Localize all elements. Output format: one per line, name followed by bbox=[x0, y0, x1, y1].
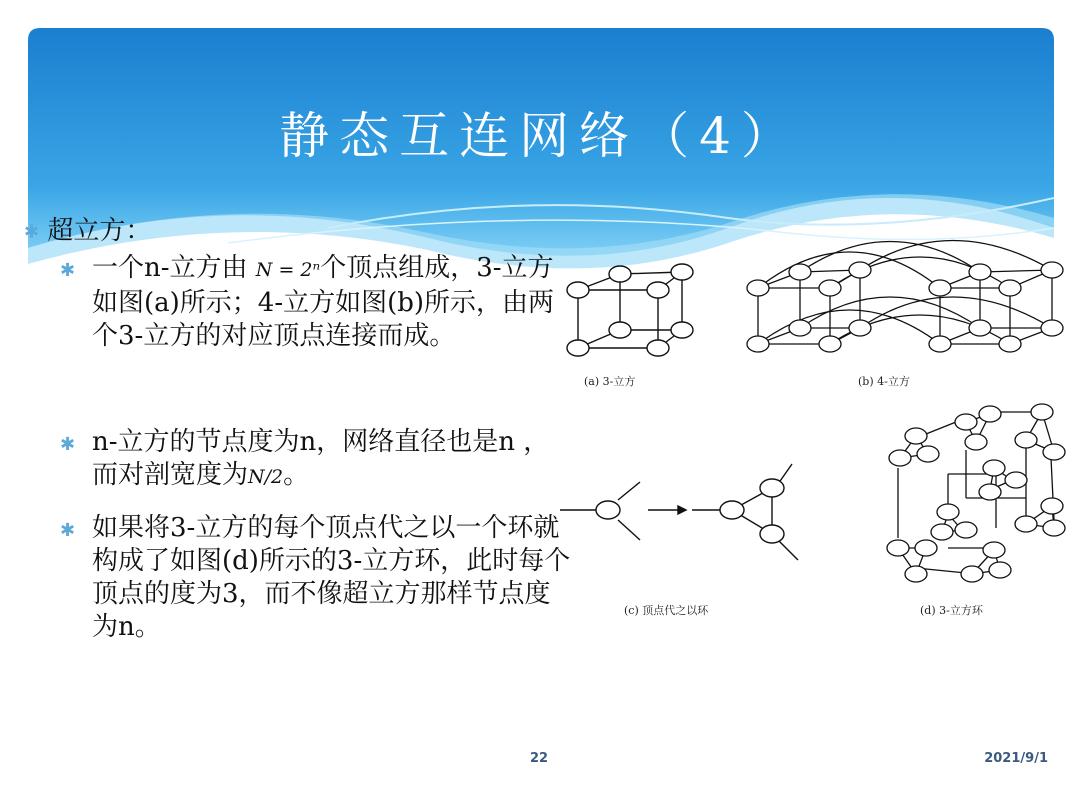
bullet-asterisk-icon: ✱ bbox=[60, 434, 76, 455]
main-bullet-text: 超立方： bbox=[47, 216, 152, 246]
page-number: 22 bbox=[530, 751, 549, 766]
figure-3-cube bbox=[556, 258, 706, 368]
slide-title: 静态互连网络（4） bbox=[279, 107, 801, 165]
bullet-asterisk-icon: ✱ bbox=[24, 221, 40, 243]
item-text-before: 一个n-立方由 bbox=[92, 253, 256, 283]
caption-b: (b) 4-立方 bbox=[858, 375, 910, 388]
figure-3-cube-ring bbox=[866, 398, 1076, 598]
caption-d: (d) 3-立方环 bbox=[920, 604, 983, 617]
figure-4-cube bbox=[740, 236, 1070, 366]
item-text-after: 。 bbox=[283, 460, 310, 490]
caption-a: (a) 3-立方 bbox=[584, 375, 636, 388]
caption-c: (c) 顶点代之以环 bbox=[624, 604, 709, 617]
bullet-asterisk-icon: ✱ bbox=[60, 260, 76, 281]
math-formula: N/2 bbox=[248, 466, 284, 488]
main-bullet bbox=[24, 210, 151, 247]
math-formula: N = 2ⁿ bbox=[255, 259, 321, 281]
item-text-after: 个顶点组成，3-立方如图(a)所示；4-立方如图(b)所示，由两个3-立方的对应顶点连接而成。 bbox=[92, 253, 555, 351]
bullet-asterisk-icon: ✱ bbox=[60, 520, 76, 541]
figure-vertex-ring bbox=[560, 460, 810, 580]
item-text-before: 如果将3-立方的每个顶点代之以一个环就构成了如图(d)所示的3-立方环，此时每个顶点的度为3，而不像超立方那样节点度为n。 bbox=[92, 513, 571, 642]
slide-date: 2021/9/1 bbox=[984, 751, 1048, 766]
item-text-before: n-立方的节点度为n，网络直径也是n ，而对剖宽度为 bbox=[92, 427, 550, 490]
